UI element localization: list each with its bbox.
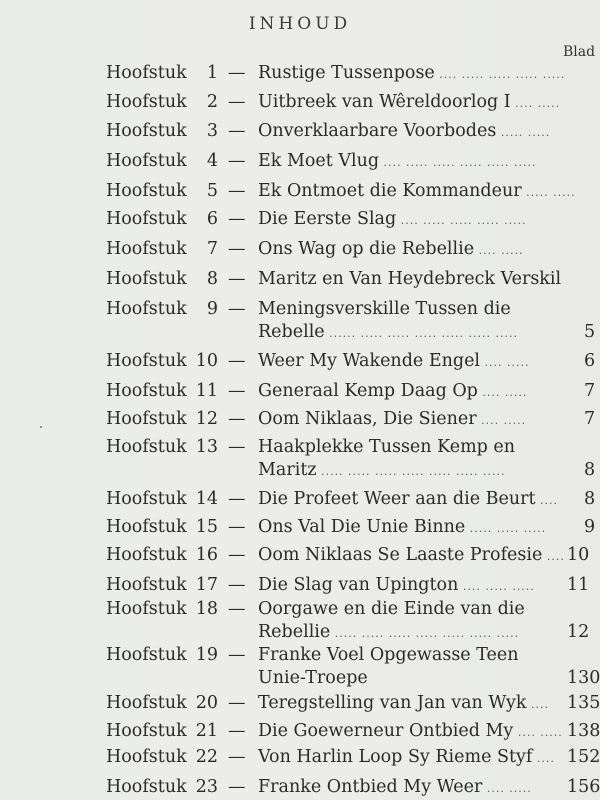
separator-dash: — [228,645,246,665]
chapter-title [258,208,527,232]
paper-speck [40,426,42,428]
page-column-label: Blad [563,44,596,60]
chapter-title [258,150,536,174]
chapter-number: 1 [206,63,218,83]
page-number: 8 [584,489,596,509]
chapter-word: Hoofstuk [106,269,187,289]
chapter-title-text: Ons Wag op die Rebellie [258,239,475,259]
leader-dots: .... ..... [480,356,530,369]
chapter-number: 22 [195,747,218,767]
chapter-title-text: Ek Ontmoet die Kommandeur [258,181,522,201]
page-number: 8 [584,460,596,480]
chapter-title [258,598,525,620]
chapter-number: 16 [195,545,218,565]
chapter-title [258,516,546,540]
chapter-word: Hoofstuk [106,299,187,319]
chapter-title [258,574,535,598]
chapter-word: Hoofstuk [106,693,187,713]
chapter-number: 19 [195,645,218,665]
page-number: 5 [584,322,596,342]
chapter-word: Hoofstuk [106,239,187,259]
chapter-word: Hoofstuk [106,575,187,595]
chapter-word: Hoofstuk [106,437,187,457]
chapter-title [258,644,519,666]
continuation-text: Rebelle [258,322,325,342]
separator-dash: — [228,121,246,141]
leader-dots: .... [535,494,558,507]
chapter-number: 6 [206,209,218,229]
leader-dots: .... [532,752,555,765]
page-number: 10 [567,545,590,565]
chapter-title [258,91,560,115]
page-number: 7 [584,381,596,401]
chapter-title-text: Generaal Kemp Daag Op [258,381,478,401]
chapter-title-continuation [258,459,505,483]
chapter-word: Hoofstuk [106,181,187,201]
page-number: 12 [567,622,590,642]
separator-dash: — [228,299,246,319]
chapter-title-text: Weer My Wakende Engel [258,351,481,371]
leader-dots: .... ..... ..... ..... ..... [434,68,566,81]
separator-dash: — [228,489,246,509]
separator-dash: — [228,721,246,741]
separator-dash: — [228,575,246,595]
chapter-title-text: Die Goewerneur Ontbied My [258,721,514,741]
chapter-word: Hoofstuk [106,747,187,767]
leader-dots: .... [526,698,549,711]
leader-dots: ..... ..... [521,186,576,199]
chapter-number: 23 [195,777,218,797]
chapter-number: 5 [206,181,218,201]
chapter-word: Hoofstuk [106,209,187,229]
separator-dash: — [228,239,246,259]
chapter-number: 8 [206,269,218,289]
leader-dots: ...... ..... ..... ..... ..... ..... ..... [324,327,519,340]
page-title: INHOUD [248,14,352,34]
separator-dash: — [228,517,246,537]
chapter-title-continuation [258,321,518,345]
leader-dots: .... ..... [513,726,563,739]
chapter-number: 15 [195,517,218,537]
chapter-title [258,380,527,404]
separator-dash: — [228,545,246,565]
separator-dash: — [228,777,246,797]
chapter-title-continuation [258,667,368,689]
leader-dots: ..... ..... ..... [465,522,547,535]
leader-dots: ..... ..... ..... ..... ..... ..... ..... [330,627,520,640]
chapter-title-text: Die Slag van Upington [258,575,459,595]
chapter-title-text: Von Harlin Loop Sy Rieme Styf [258,747,533,767]
chapter-title-text: Franke Voel Opgewasse Teen [258,645,519,665]
chapter-title-text: Onverklaarbare Voorbodes [258,121,497,141]
page-number: 7 [584,409,596,429]
leader-dots: .... [542,550,565,563]
chapter-title [258,350,530,374]
leader-dots: .... ..... ..... [458,580,535,593]
chapter-title-text: Uitbreek van Wêreldoorlog I [258,92,511,112]
leader-dots: .... ..... [482,782,532,795]
chapter-word: Hoofstuk [106,777,187,797]
chapter-word: Hoofstuk [106,645,187,665]
leader-dots: .... ..... [476,414,527,427]
page-number: 11 [567,575,590,595]
chapter-title [258,436,515,458]
chapter-word: Hoofstuk [106,409,187,429]
chapter-word: Hoofstuk [106,63,187,83]
chapter-title-text: Oom Niklaas Se Laaste Profesie [258,545,543,565]
chapter-word: Hoofstuk [106,151,187,171]
leader-dots: ..... ..... ..... ..... ..... ..... ..... [316,465,506,478]
chapter-title-text: Maritz en Van Heydebreck Verskil [258,269,562,289]
chapter-word: Hoofstuk [106,381,187,401]
separator-dash: — [228,437,246,457]
separator-dash: — [228,351,246,371]
chapter-number: 2 [206,92,218,112]
separator-dash: — [228,269,246,289]
chapter-number: 21 [195,721,218,741]
chapter-number: 14 [195,489,218,509]
continuation-text: Rebellie [258,622,331,642]
chapter-title-text: Oorgawe en die Einde van die [258,599,525,619]
separator-dash: — [228,151,246,171]
page-number: 130 [567,668,600,688]
chapter-word: Hoofstuk [106,351,187,371]
leader-dots: .... ..... ..... ..... ..... [396,214,527,227]
page-number: 156 [567,777,600,797]
chapter-number: 11 [195,381,218,401]
page-number: 9 [584,517,596,537]
separator-dash: — [228,599,246,619]
chapter-title-text: Haakplekke Tussen Kemp en [258,437,516,457]
chapter-number: 7 [206,239,218,259]
chapter-number: 18 [195,599,218,619]
page-number: 138 [567,721,600,741]
chapter-title [258,776,532,800]
chapter-word: Hoofstuk [106,517,187,537]
page-number: 135 [567,693,600,713]
chapter-title-text: Teregstelling van Jan van Wyk [258,693,527,713]
chapter-word: Hoofstuk [106,92,187,112]
chapter-title-text: Franke Ontbied My Weer [258,777,483,797]
chapter-word: Hoofstuk [106,489,187,509]
separator-dash: — [228,92,246,112]
chapter-title [258,408,526,432]
chapter-title [258,62,565,86]
chapter-title [258,238,524,262]
chapter-word: Hoofstuk [106,599,187,619]
chapter-title-text: Die Eerste Slag [258,209,397,229]
separator-dash: — [228,409,246,429]
continuation-text: Unie-Troepe [258,668,368,688]
page-number: 6 [584,351,596,371]
chapter-number: 20 [195,693,218,713]
chapter-number: 12 [195,409,218,429]
continuation-text: Maritz [258,460,317,480]
chapter-title [258,692,549,716]
separator-dash: — [228,747,246,767]
separator-dash: — [228,181,246,201]
chapter-word: Hoofstuk [106,121,187,141]
chapter-title-text: Oom Niklaas, Die Siener [258,409,477,429]
chapter-title-text: Ek Moet Vlug [258,151,380,171]
leader-dots: .... ..... ..... ..... ..... ..... [379,156,537,169]
chapter-title [258,298,511,320]
chapter-title [258,488,558,512]
separator-dash: — [228,209,246,229]
chapter-title [258,720,563,744]
chapter-number: 13 [195,437,218,457]
chapter-number: 3 [206,121,218,141]
leader-dots: .... ..... [510,97,561,110]
chapter-title [258,180,576,204]
separator-dash: — [228,693,246,713]
chapter-title-text: Meningsverskille Tussen die [258,299,511,319]
chapter-title-text: Die Profeet Weer aan die Beurt [258,489,536,509]
leader-dots: .... ..... [477,386,528,399]
leader-dots: ..... ..... [496,126,551,139]
chapter-title [258,268,561,290]
chapter-number: 10 [195,351,218,371]
chapter-word: Hoofstuk [106,545,187,565]
chapter-title-text: Rustige Tussenpose [258,63,435,83]
leader-dots: .... ..... [474,244,524,257]
chapter-title-text: Ons Val Die Unie Binne [258,517,466,537]
chapter-title [258,120,550,144]
chapter-word: Hoofstuk [106,721,187,741]
chapter-title [258,746,555,770]
chapter-number: 9 [206,299,218,319]
page-number: 152 [567,747,600,767]
separator-dash: — [228,63,246,83]
chapter-title-continuation [258,621,519,645]
chapter-number: 17 [195,575,218,595]
chapter-title [258,544,565,568]
separator-dash: — [228,381,246,401]
chapter-number: 4 [206,151,218,171]
